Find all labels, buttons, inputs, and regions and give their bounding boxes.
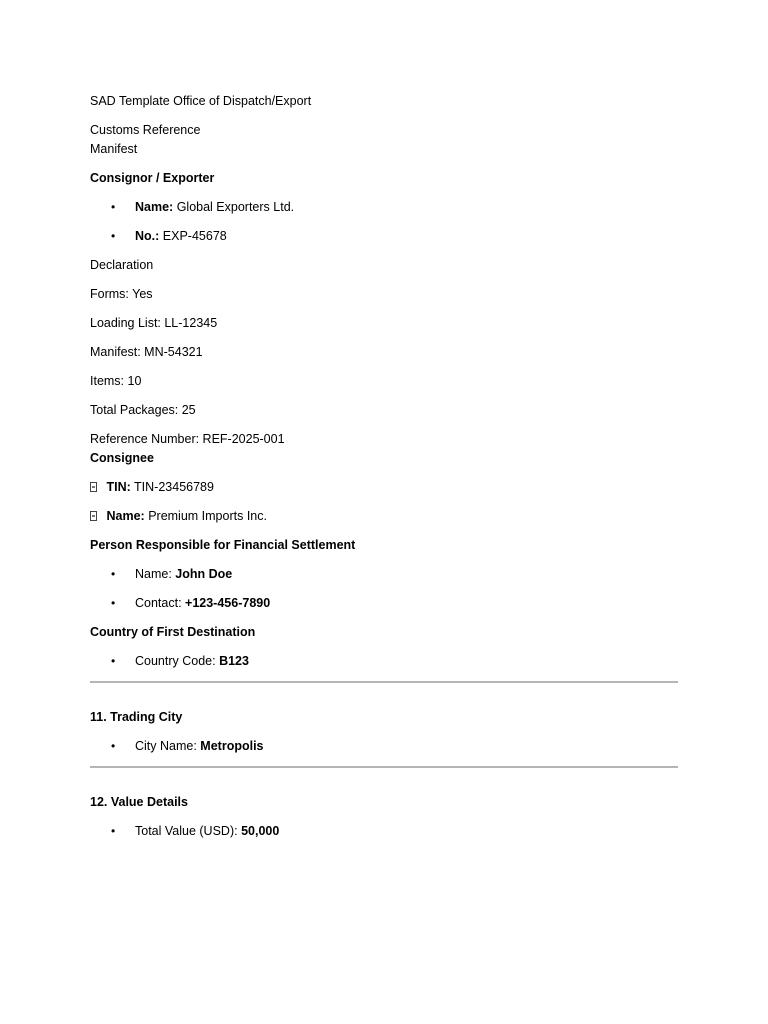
- consignee-tin-value: TIN-23456789: [134, 480, 214, 494]
- bullet-icon: •: [111, 229, 116, 243]
- total-value-label: Total Value (USD):: [135, 824, 242, 838]
- trading-city-list: [90, 737, 678, 756]
- consignee-tin-label: TIN:: [106, 480, 131, 494]
- list-item: [90, 652, 678, 671]
- items-count: Items: 10: [90, 374, 142, 388]
- consignor-no-value: EXP-45678: [162, 229, 227, 243]
- country-code-value: B123: [219, 654, 249, 668]
- total-packages: Total Packages: 25: [90, 403, 196, 417]
- list-item: [90, 594, 678, 613]
- bullet-icon: •: [111, 654, 116, 668]
- trading-city-heading: 11. Trading City: [90, 710, 183, 724]
- missing-glyph-icon: [90, 511, 97, 521]
- total-value-value: 50,000: [241, 824, 280, 838]
- financial-name-value: John Doe: [175, 567, 233, 581]
- document-content: [90, 92, 678, 851]
- reference-number: Reference Number: REF-2025-001: [90, 432, 285, 446]
- destination-heading: Country of First Destination: [90, 625, 256, 639]
- financial-contact-value: +123-456-7890: [185, 596, 271, 610]
- financial-contact-label: Contact:: [135, 596, 186, 610]
- consignee-tin-row: [90, 478, 678, 497]
- destination-list: [90, 652, 678, 671]
- forms: Forms: Yes: [90, 287, 153, 301]
- document-title: SAD Template Office of Dispatch/Export: [90, 94, 312, 108]
- country-code-label: Country Code:: [135, 654, 220, 668]
- bullet-icon: •: [111, 200, 116, 214]
- list-item: [90, 227, 678, 246]
- financial-heading: Person Responsible for Financial Settlement: [90, 538, 356, 552]
- manifest-number: Manifest: MN-54321: [90, 345, 203, 359]
- consignor-heading: Consignor / Exporter: [90, 171, 215, 185]
- bullet-icon: •: [111, 824, 116, 838]
- bullet-icon: •: [111, 739, 116, 753]
- value-details-heading: 12. Value Details: [90, 795, 188, 809]
- city-name-label: City Name:: [135, 739, 201, 753]
- financial-list: [90, 565, 678, 613]
- city-name-value: Metropolis: [200, 739, 264, 753]
- consignor-no-label: No.:: [135, 229, 160, 243]
- loading-list: Loading List: LL-12345: [90, 316, 218, 330]
- section-divider: [90, 766, 678, 768]
- customs-reference: Customs Reference: [90, 123, 201, 137]
- consignor-list: [90, 198, 678, 246]
- section-divider: [90, 681, 678, 683]
- list-item: [90, 822, 678, 841]
- value-details-list: [90, 822, 678, 841]
- list-item: [90, 198, 678, 217]
- manifest-heading: Manifest: [90, 142, 138, 156]
- consignor-name-label: Name:: [135, 200, 174, 214]
- consignee-name-row: [90, 507, 678, 526]
- missing-glyph-icon: [90, 482, 97, 492]
- bullet-icon: •: [111, 567, 116, 581]
- consignee-name-value: Premium Imports Inc.: [148, 509, 267, 523]
- consignor-name-value: Global Exporters Ltd.: [176, 200, 295, 214]
- list-item: [90, 565, 678, 584]
- consignee-name-label: Name:: [106, 509, 145, 523]
- declaration: Declaration: [90, 258, 154, 272]
- consignee-heading: Consignee: [90, 451, 154, 465]
- financial-name-label: Name:: [135, 567, 176, 581]
- bullet-icon: •: [111, 596, 116, 610]
- list-item: [90, 737, 678, 756]
